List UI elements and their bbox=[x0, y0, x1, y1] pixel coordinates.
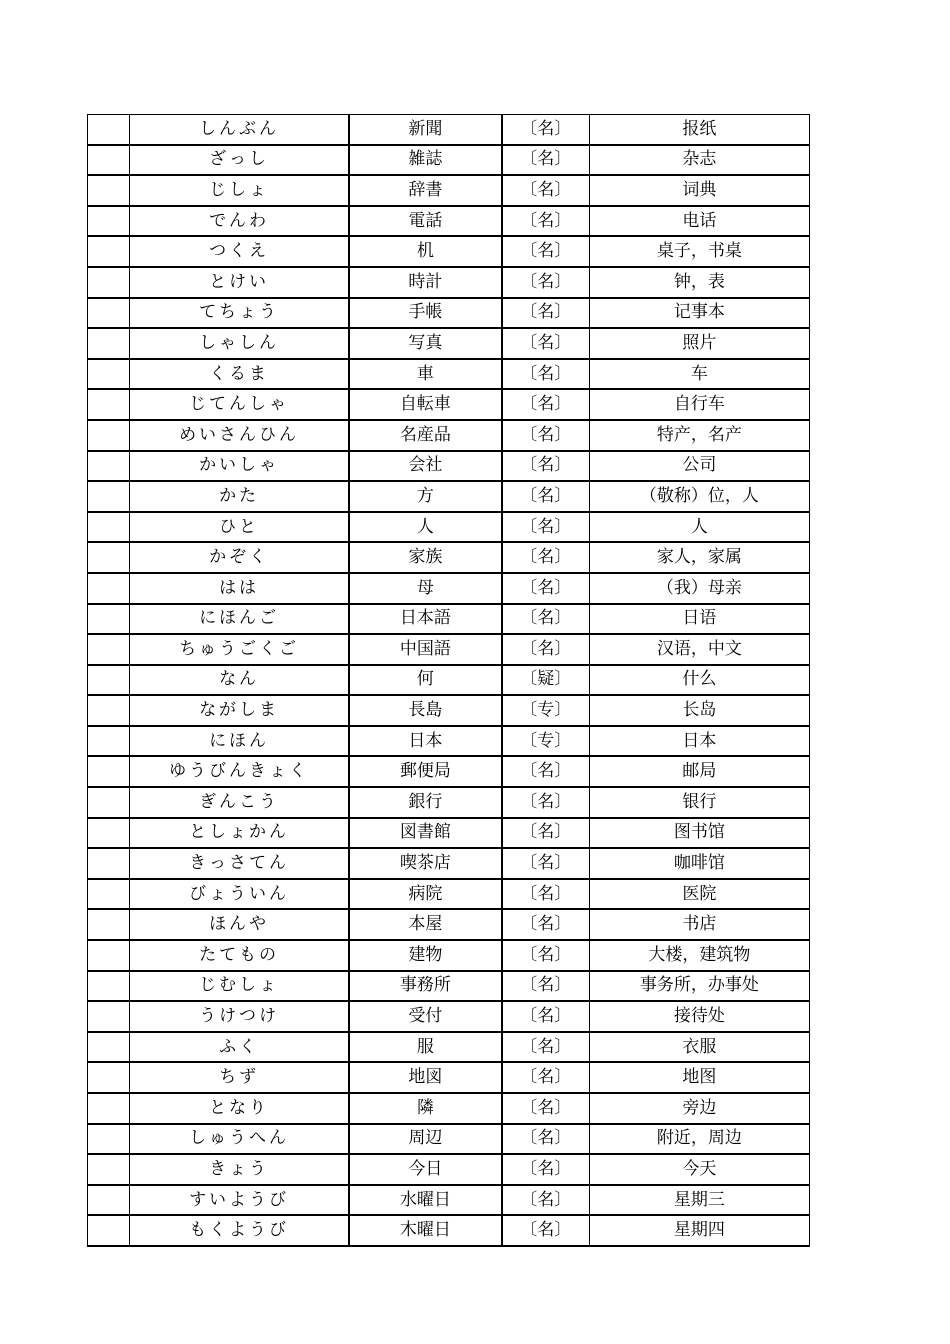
row-number-cell bbox=[88, 634, 130, 665]
kana-cell: うけつけ bbox=[130, 1001, 349, 1032]
kana-cell: とけい bbox=[130, 267, 349, 298]
row-number-cell bbox=[88, 115, 130, 145]
part-of-speech-cell: 〔名〕 bbox=[502, 115, 589, 145]
meaning-cell: 桌子，书桌 bbox=[589, 236, 809, 267]
part-of-speech-cell: 〔名〕 bbox=[502, 267, 589, 298]
part-of-speech-cell: 〔名〕 bbox=[502, 634, 589, 665]
meaning-cell: 银行 bbox=[589, 787, 809, 818]
meaning-cell: 衣服 bbox=[589, 1032, 809, 1063]
row-number-cell bbox=[88, 604, 130, 635]
kana-cell: ながしま bbox=[130, 695, 349, 726]
kanji-cell: 地図 bbox=[349, 1062, 502, 1093]
row-number-cell bbox=[88, 145, 130, 176]
row-number-cell bbox=[88, 481, 130, 512]
meaning-cell: 人 bbox=[589, 512, 809, 543]
row-number-cell bbox=[88, 542, 130, 573]
table-row bbox=[88, 573, 810, 604]
meaning-cell: 医院 bbox=[589, 879, 809, 910]
meaning-cell: 星期四 bbox=[589, 1215, 809, 1246]
kanji-cell: 時計 bbox=[349, 267, 502, 298]
kanji-cell: 電話 bbox=[349, 206, 502, 237]
kanji-cell: 本屋 bbox=[349, 909, 502, 940]
part-of-speech-cell: 〔名〕 bbox=[502, 145, 589, 176]
part-of-speech-cell: 〔名〕 bbox=[502, 451, 589, 482]
table-row bbox=[88, 726, 810, 757]
row-number-cell bbox=[88, 818, 130, 849]
kanji-cell: 手帳 bbox=[349, 298, 502, 329]
table-row bbox=[88, 359, 810, 390]
kana-cell: きょう bbox=[130, 1154, 349, 1185]
part-of-speech-cell: 〔名〕 bbox=[502, 542, 589, 573]
kanji-cell: 雑誌 bbox=[349, 145, 502, 176]
meaning-cell: 接待处 bbox=[589, 1001, 809, 1032]
part-of-speech-cell: 〔名〕 bbox=[502, 1124, 589, 1155]
meaning-cell: （我）母亲 bbox=[589, 573, 809, 604]
kana-cell: でんわ bbox=[130, 206, 349, 237]
table-row bbox=[88, 175, 810, 206]
table-row bbox=[88, 481, 810, 512]
part-of-speech-cell: 〔名〕 bbox=[502, 1154, 589, 1185]
kanji-cell: 周辺 bbox=[349, 1124, 502, 1155]
kana-cell: かた bbox=[130, 481, 349, 512]
meaning-cell: 事务所，办事处 bbox=[589, 971, 809, 1002]
kana-cell: めいさんひん bbox=[130, 420, 349, 451]
row-number-cell bbox=[88, 909, 130, 940]
table-row bbox=[88, 389, 810, 420]
meaning-cell: 报纸 bbox=[589, 115, 809, 145]
row-number-cell bbox=[88, 1062, 130, 1093]
part-of-speech-cell: 〔名〕 bbox=[502, 328, 589, 359]
part-of-speech-cell: 〔名〕 bbox=[502, 604, 589, 635]
part-of-speech-cell: 〔名〕 bbox=[502, 848, 589, 879]
meaning-cell: 家人，家属 bbox=[589, 542, 809, 573]
kana-cell: かいしゃ bbox=[130, 451, 349, 482]
meaning-cell: 附近，周边 bbox=[589, 1124, 809, 1155]
kanji-cell: 病院 bbox=[349, 879, 502, 910]
row-number-cell bbox=[88, 879, 130, 910]
kanji-cell: 木曜日 bbox=[349, 1215, 502, 1246]
kanji-cell: 日本語 bbox=[349, 604, 502, 635]
table-row bbox=[88, 420, 810, 451]
meaning-cell: 大楼，建筑物 bbox=[589, 940, 809, 971]
kanji-cell: 辞書 bbox=[349, 175, 502, 206]
part-of-speech-cell: 〔名〕 bbox=[502, 1062, 589, 1093]
kana-cell: たてもの bbox=[130, 940, 349, 971]
kana-cell: じしょ bbox=[130, 175, 349, 206]
kana-cell: としょかん bbox=[130, 818, 349, 849]
table-row bbox=[88, 1001, 810, 1032]
row-number-cell bbox=[88, 1032, 130, 1063]
kanji-cell: 会社 bbox=[349, 451, 502, 482]
table-row bbox=[88, 604, 810, 635]
part-of-speech-cell: 〔名〕 bbox=[502, 573, 589, 604]
table-row bbox=[88, 1093, 810, 1124]
kanji-cell: 机 bbox=[349, 236, 502, 267]
table-row bbox=[88, 1215, 810, 1246]
part-of-speech-cell: 〔名〕 bbox=[502, 1185, 589, 1216]
kanji-cell: 何 bbox=[349, 665, 502, 696]
kanji-cell: 受付 bbox=[349, 1001, 502, 1032]
row-number-cell bbox=[88, 420, 130, 451]
kanji-cell: 人 bbox=[349, 512, 502, 543]
row-number-cell bbox=[88, 1093, 130, 1124]
kanji-cell: 事務所 bbox=[349, 971, 502, 1002]
kanji-cell: 図書館 bbox=[349, 818, 502, 849]
meaning-cell: 词典 bbox=[589, 175, 809, 206]
kanji-cell: 方 bbox=[349, 481, 502, 512]
kana-cell: ほんや bbox=[130, 909, 349, 940]
meaning-cell: 钟，表 bbox=[589, 267, 809, 298]
part-of-speech-cell: 〔名〕 bbox=[502, 298, 589, 329]
kanji-cell: 今日 bbox=[349, 1154, 502, 1185]
row-number-cell bbox=[88, 175, 130, 206]
table-row bbox=[88, 1124, 810, 1155]
vocabulary-table-body bbox=[88, 115, 810, 1246]
part-of-speech-cell: 〔名〕 bbox=[502, 1001, 589, 1032]
meaning-cell: 自行车 bbox=[589, 389, 809, 420]
kanji-cell: 家族 bbox=[349, 542, 502, 573]
part-of-speech-cell: 〔名〕 bbox=[502, 512, 589, 543]
row-number-cell bbox=[88, 298, 130, 329]
table-row bbox=[88, 1062, 810, 1093]
kana-cell: てちょう bbox=[130, 298, 349, 329]
row-number-cell bbox=[88, 267, 130, 298]
row-number-cell bbox=[88, 236, 130, 267]
row-number-cell bbox=[88, 1124, 130, 1155]
kanji-cell: 隣 bbox=[349, 1093, 502, 1124]
table-row bbox=[88, 787, 810, 818]
part-of-speech-cell: 〔名〕 bbox=[502, 909, 589, 940]
part-of-speech-cell: 〔名〕 bbox=[502, 389, 589, 420]
kana-cell: はは bbox=[130, 573, 349, 604]
row-number-cell bbox=[88, 726, 130, 757]
meaning-cell: 记事本 bbox=[589, 298, 809, 329]
kana-cell: しゅうへん bbox=[130, 1124, 349, 1155]
table-row bbox=[88, 1185, 810, 1216]
row-number-cell bbox=[88, 206, 130, 237]
meaning-cell: 长岛 bbox=[589, 695, 809, 726]
kanji-cell: 日本 bbox=[349, 726, 502, 757]
kana-cell: ひと bbox=[130, 512, 349, 543]
kana-cell: ちゅうごくご bbox=[130, 634, 349, 665]
kanji-cell: 新聞 bbox=[349, 115, 502, 145]
meaning-cell: 杂志 bbox=[589, 145, 809, 176]
table-row bbox=[88, 665, 810, 696]
row-number-cell bbox=[88, 971, 130, 1002]
meaning-cell: 日语 bbox=[589, 604, 809, 635]
meaning-cell: 汉语，中文 bbox=[589, 634, 809, 665]
row-number-cell bbox=[88, 665, 130, 696]
table-row bbox=[88, 328, 810, 359]
kana-cell: なん bbox=[130, 665, 349, 696]
kana-cell: くるま bbox=[130, 359, 349, 390]
kanji-cell: 郵便局 bbox=[349, 756, 502, 787]
meaning-cell: 电话 bbox=[589, 206, 809, 237]
row-number-cell bbox=[88, 940, 130, 971]
kana-cell: つくえ bbox=[130, 236, 349, 267]
kana-cell: ざっし bbox=[130, 145, 349, 176]
table-row bbox=[88, 512, 810, 543]
meaning-cell: 地图 bbox=[589, 1062, 809, 1093]
part-of-speech-cell: 〔专〕 bbox=[502, 695, 589, 726]
row-number-cell bbox=[88, 787, 130, 818]
table-row bbox=[88, 971, 810, 1002]
part-of-speech-cell: 〔名〕 bbox=[502, 420, 589, 451]
part-of-speech-cell: 〔名〕 bbox=[502, 1093, 589, 1124]
table-row bbox=[88, 848, 810, 879]
kana-cell: しんぶん bbox=[130, 115, 349, 145]
meaning-cell: 照片 bbox=[589, 328, 809, 359]
kanji-cell: 建物 bbox=[349, 940, 502, 971]
part-of-speech-cell: 〔名〕 bbox=[502, 1215, 589, 1246]
part-of-speech-cell: 〔名〕 bbox=[502, 206, 589, 237]
kana-cell: ちず bbox=[130, 1062, 349, 1093]
row-number-cell bbox=[88, 695, 130, 726]
kanji-cell: 服 bbox=[349, 1032, 502, 1063]
kana-cell: びょういん bbox=[130, 879, 349, 910]
table-row bbox=[88, 115, 810, 145]
kana-cell: きっさてん bbox=[130, 848, 349, 879]
kana-cell: ぎんこう bbox=[130, 787, 349, 818]
meaning-cell: 车 bbox=[589, 359, 809, 390]
row-number-cell bbox=[88, 451, 130, 482]
row-number-cell bbox=[88, 389, 130, 420]
kanji-cell: 名産品 bbox=[349, 420, 502, 451]
kana-cell: かぞく bbox=[130, 542, 349, 573]
row-number-cell bbox=[88, 512, 130, 543]
table-row bbox=[88, 298, 810, 329]
row-number-cell bbox=[88, 1154, 130, 1185]
row-number-cell bbox=[88, 1215, 130, 1246]
kana-cell: しゃしん bbox=[130, 328, 349, 359]
meaning-cell: 书店 bbox=[589, 909, 809, 940]
kanji-cell: 車 bbox=[349, 359, 502, 390]
kana-cell: もくようび bbox=[130, 1215, 349, 1246]
row-number-cell bbox=[88, 359, 130, 390]
part-of-speech-cell: 〔名〕 bbox=[502, 756, 589, 787]
row-number-cell bbox=[88, 1001, 130, 1032]
meaning-cell: 旁边 bbox=[589, 1093, 809, 1124]
kana-cell: にほんご bbox=[130, 604, 349, 635]
kana-cell: にほん bbox=[130, 726, 349, 757]
vocabulary-table bbox=[87, 114, 810, 1247]
part-of-speech-cell: 〔名〕 bbox=[502, 940, 589, 971]
part-of-speech-cell: 〔名〕 bbox=[502, 787, 589, 818]
table-row bbox=[88, 267, 810, 298]
part-of-speech-cell: 〔名〕 bbox=[502, 236, 589, 267]
meaning-cell: 咖啡馆 bbox=[589, 848, 809, 879]
part-of-speech-cell: 〔名〕 bbox=[502, 879, 589, 910]
part-of-speech-cell: 〔名〕 bbox=[502, 481, 589, 512]
table-row bbox=[88, 909, 810, 940]
row-number-cell bbox=[88, 848, 130, 879]
row-number-cell bbox=[88, 328, 130, 359]
kanji-cell: 中国語 bbox=[349, 634, 502, 665]
table-row bbox=[88, 145, 810, 176]
kanji-cell: 銀行 bbox=[349, 787, 502, 818]
table-row bbox=[88, 695, 810, 726]
part-of-speech-cell: 〔名〕 bbox=[502, 971, 589, 1002]
table-row bbox=[88, 818, 810, 849]
table-row bbox=[88, 206, 810, 237]
part-of-speech-cell: 〔名〕 bbox=[502, 175, 589, 206]
row-number-cell bbox=[88, 573, 130, 604]
table-row bbox=[88, 542, 810, 573]
part-of-speech-cell: 〔名〕 bbox=[502, 818, 589, 849]
table-row bbox=[88, 634, 810, 665]
part-of-speech-cell: 〔专〕 bbox=[502, 726, 589, 757]
meaning-cell: 今天 bbox=[589, 1154, 809, 1185]
meaning-cell: 邮局 bbox=[589, 756, 809, 787]
kanji-cell: 母 bbox=[349, 573, 502, 604]
part-of-speech-cell: 〔名〕 bbox=[502, 359, 589, 390]
kanji-cell: 水曜日 bbox=[349, 1185, 502, 1216]
meaning-cell: 特产，名产 bbox=[589, 420, 809, 451]
part-of-speech-cell: 〔疑〕 bbox=[502, 665, 589, 696]
meaning-cell: 公司 bbox=[589, 451, 809, 482]
row-number-cell bbox=[88, 756, 130, 787]
kanji-cell: 喫茶店 bbox=[349, 848, 502, 879]
kana-cell: ゆうびんきょく bbox=[130, 756, 349, 787]
kana-cell: となり bbox=[130, 1093, 349, 1124]
kana-cell: すいようび bbox=[130, 1185, 349, 1216]
table-row bbox=[88, 451, 810, 482]
kana-cell: ふく bbox=[130, 1032, 349, 1063]
table-row bbox=[88, 236, 810, 267]
kanji-cell: 写真 bbox=[349, 328, 502, 359]
meaning-cell: 日本 bbox=[589, 726, 809, 757]
meaning-cell: 星期三 bbox=[589, 1185, 809, 1216]
kana-cell: じてんしゃ bbox=[130, 389, 349, 420]
kana-cell: じむしょ bbox=[130, 971, 349, 1002]
row-number-cell bbox=[88, 1185, 130, 1216]
table-row bbox=[88, 940, 810, 971]
meaning-cell: （敬称）位，人 bbox=[589, 481, 809, 512]
table-row bbox=[88, 1154, 810, 1185]
meaning-cell: 什么 bbox=[589, 665, 809, 696]
part-of-speech-cell: 〔名〕 bbox=[502, 1032, 589, 1063]
kanji-cell: 長島 bbox=[349, 695, 502, 726]
table-row bbox=[88, 1032, 810, 1063]
table-row bbox=[88, 879, 810, 910]
kanji-cell: 自転車 bbox=[349, 389, 502, 420]
meaning-cell: 图书馆 bbox=[589, 818, 809, 849]
table-row bbox=[88, 756, 810, 787]
